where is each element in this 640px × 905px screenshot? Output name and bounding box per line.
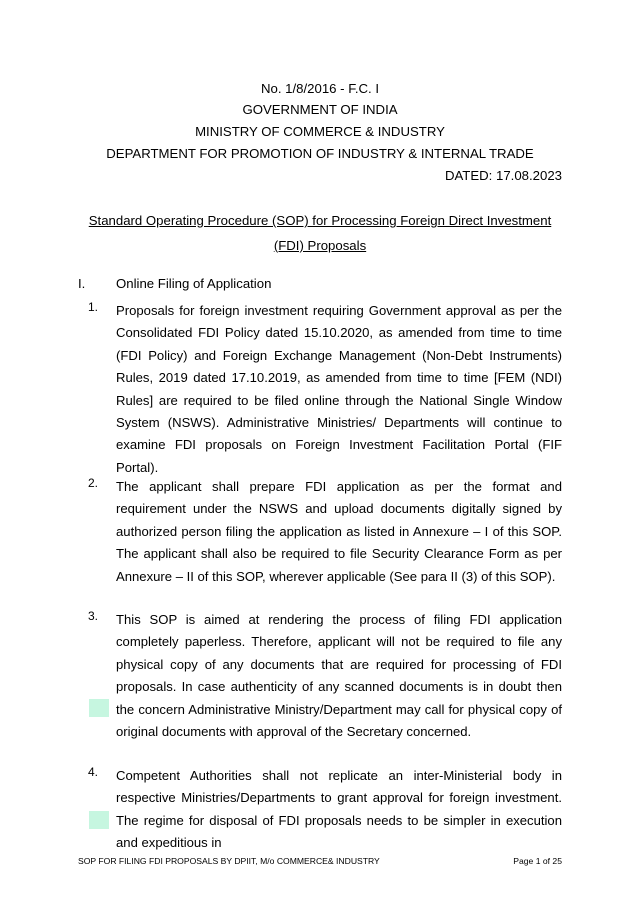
- document-title: Standard Operating Procedure (SOP) for Processing Foreign Direct Investment (FDI) Proposals: [88, 213, 552, 253]
- page-number: Page 1 of 25: [513, 856, 562, 866]
- item-number: 1.: [88, 300, 99, 314]
- footer-text: SOP FOR FILING FDI PROPOSALS BY DPIIT, M/o COMMERCE& INDUSTRY: [78, 856, 380, 866]
- government-heading: GOVERNMENT OF INDIA: [242, 102, 398, 117]
- item-text: The applicant shall prepare FDI application as per the format and requirement under the NSWS and upload documents digitally signed by authorized person filing the application as listed in Annexure – I of this SOP. The applicant shall also be required to file Security Clearance Form as per Annexure – II of this SOP, wherever applicable (See para II (3) of this SOP).: [116, 479, 562, 584]
- item-text: Proposals for foreign investment requiring Government approval as per the Consolidated FDI Policy dated 15.10.2020, as amended from time to time (FDI Policy) and Foreign Exchange Management (Non-Debt Instruments) Rules, 2019 dated 17.10.2019, as amended from time to time [FEM (NDI) Rules] are required to be filed online through the National Single Window System (NSWS). Administrative Ministries/ Departments will continue to examine FDI proposals on Foreign Investment Facilitation Portal (FIF Portal).: [116, 303, 562, 475]
- department-heading: DEPARTMENT FOR PROMOTION OF INDUSTRY & INTERNAL TRADE: [106, 146, 534, 161]
- highlight-marker: [89, 811, 109, 829]
- item-number: 4.: [88, 765, 99, 779]
- date-line: DATED: 17.08.2023: [444, 168, 562, 183]
- section-title: Online Filing of Application: [116, 276, 272, 291]
- section-number: I.: [78, 276, 86, 291]
- item-number: 2.: [88, 476, 99, 490]
- item-text: Competent Authorities shall not replicate an inter-Ministerial body in respective Ministries/Departments to grant approval for foreign investment. The regime for disposal of FDI proposals needs to be simpler in execution and expeditious in: [116, 768, 562, 851]
- item-text: This SOP is aimed at rendering the process of filing FDI application completely paperless. Therefore, applicant will not be required to file any physical copy of any documents that are required for processing of FDI proposals. In case authenticity of any scanned documents is in doubt then the concern Administrative Ministry/Department may call for physical copy of original documents with approval of the Secretary concerned.: [116, 612, 562, 740]
- highlight-marker: [89, 699, 109, 717]
- item-number: 3.: [88, 609, 99, 623]
- ministry-heading: MINISTRY OF COMMERCE & INDUSTRY: [195, 124, 445, 139]
- file-number: No. 1/8/2016 - F.C. I: [260, 81, 379, 96]
